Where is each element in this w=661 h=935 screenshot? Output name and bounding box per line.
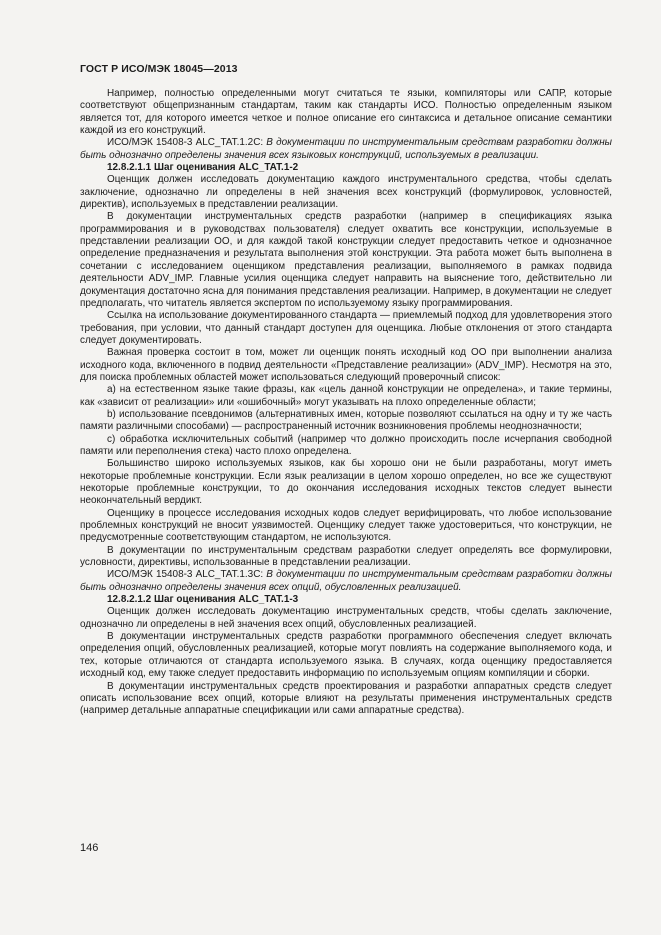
paragraph: Ссылка на использование документированного стандарта — приемлемый подход для удовлетворения этого требования, при условии, что данный стандарт доступен для оценщика. Любые отклонения от этого стандарта следует документировать. <box>80 310 612 346</box>
list-item: c) обработка исключительных событий (например что должно происходить после исчерпания свободной памяти или переполнения стека) часто плохо определена. <box>80 433 612 457</box>
paragraph: Оценщик должен исследовать документацию каждого инструментального средства, чтобы сделать заключение, однозначно ли определены в ней значения всех конструкций (формулировок, условностей, директив), используемых в представлении реализации. <box>80 174 612 211</box>
page-number: 146 <box>80 842 99 854</box>
paragraph: Важная проверка состоит в том, может ли оценщик понять исходный код ОО при выполнении анализа исходного кода, включенного в подвид деятельности «Представление реализации» (ADV_IMP). Несмотря на это, для поиска проблемных областей может использоваться следующий проверочный список: <box>80 347 612 383</box>
requirement-paragraph <box>80 137 612 162</box>
page-header: ГОСТ Р ИСО/МЭК 18045—2013 <box>80 63 238 75</box>
paragraph: Оценщик должен исследовать документацию инструментальных средств, чтобы сделать заключение, однозначно ли определены в ней значения всех опций, обусловленных реализацией. <box>80 606 612 630</box>
requirement-text: В документации по инструментальным средствам разработки должны быть однозначно определены значения всех опций, обусловленных реализацией. <box>80 569 612 593</box>
list-item: b) использование псевдонимов (альтернативных имен, которые позволяют ссылаться на одну и ту же часть памяти различными способами) — распространенный источник возникновения проблемы неоднозначности; <box>80 408 612 433</box>
requirement-paragraph <box>80 569 612 594</box>
section-heading: 12.8.2.1.2 Шаг оценивания ALC_TAT.1-3 <box>107 594 299 606</box>
paragraph: Например, полностью определенными могут считаться те языки, компиляторы или САПР, которые соответствуют общепризнанным стандартам, таким как стандарты ИСО. Полностью определенным языком является тот, для которого имеется четкое и полное описание его синтаксиса и детальное описание семантики каждой из его конструкций. <box>80 88 612 137</box>
paragraph: В документации по инструментальным средствам разработки следует определять все формулировки, условности, директивы, использованные в представлении реализации. <box>80 544 612 569</box>
list-item: a) на естественном языке такие фразы, как «цель данной конструкции не определена», и такие термины, как «зависит от реализации» или «ошибочный» могут указывать на плохо определенные области; <box>80 384 612 408</box>
paragraph: В документации инструментальных средств разработки программного обеспечения следует включать определения опций, обусловленных реализацией, которые могут повлиять на содержание выполняемого кода, и тех, которые отличаются от стандарта используемого языка. В случаях, когда оценщику предоставляется исходный код, ему также следует предоставить информацию по используемым опциям компиляции и сборки. <box>80 631 612 680</box>
requirement-ref: ИСО/МЭК 15408-3 ALC_TAT.1.3С: <box>107 569 267 581</box>
document-body <box>80 88 612 718</box>
paragraph: Оценщику в процессе исследования исходных кодов следует верифицировать, что любое использование проблемных конструкций не вносит уязвимостей. Оценщику следует также удостовериться, что конструкции, не предусмотренные соответствующим стандартом, не используются. <box>80 507 612 544</box>
paragraph: В документации инструментальных средств разработки (например в спецификациях языка программирования и в руководствах пользователя) следует охватить все конструкции, используемые в представлении реализации ОО, и для каждой такой конструкции следует предоставить четкое и однозначное определение предназначения и результата выполнения этой конструкции. Эта работа может быть выполнена в сочетании с исследованием оценщиком представления реализации, выполняемого в рамках подвида деятельности ADV_IMP. Главные усилия оценщика следует направить на выяснение того, действительно ли документация достаточно ясна для понимания представления реализации. Например, в документации не следует предполагать, что читатель является экспертом по используемому языку программирования. <box>80 211 612 309</box>
paragraph: Большинство широко используемых языков, как бы хорошо они не были разработаны, могут иметь некоторые проблемные конструкции. Если язык реализации в целом хорошо определен, но все же существуют некоторые проблемные конструкции, то до окончания исследования исходных текстов следует вынести неокончательный вердикт. <box>80 458 612 507</box>
paragraph: В документации инструментальных средств проектирования и разработки аппаратных средств следует описать использование всех опций, которые влияют на результаты применения инструментальных средств (например детальные аппаратные спецификации или сами аппаратные средства). <box>80 680 612 717</box>
requirement-ref: ИСО/МЭК 15408-3 ALC_TAT.1.2С: <box>107 137 267 149</box>
requirement-text: В документации по инструментальным средствам разработки должны быть однозначно определены значения всех языковых конструкций, используемых в реализации. <box>80 137 612 161</box>
section-heading: 12.8.2.1.1 Шаг оценивания ALC_TAT.1-2 <box>107 162 299 174</box>
